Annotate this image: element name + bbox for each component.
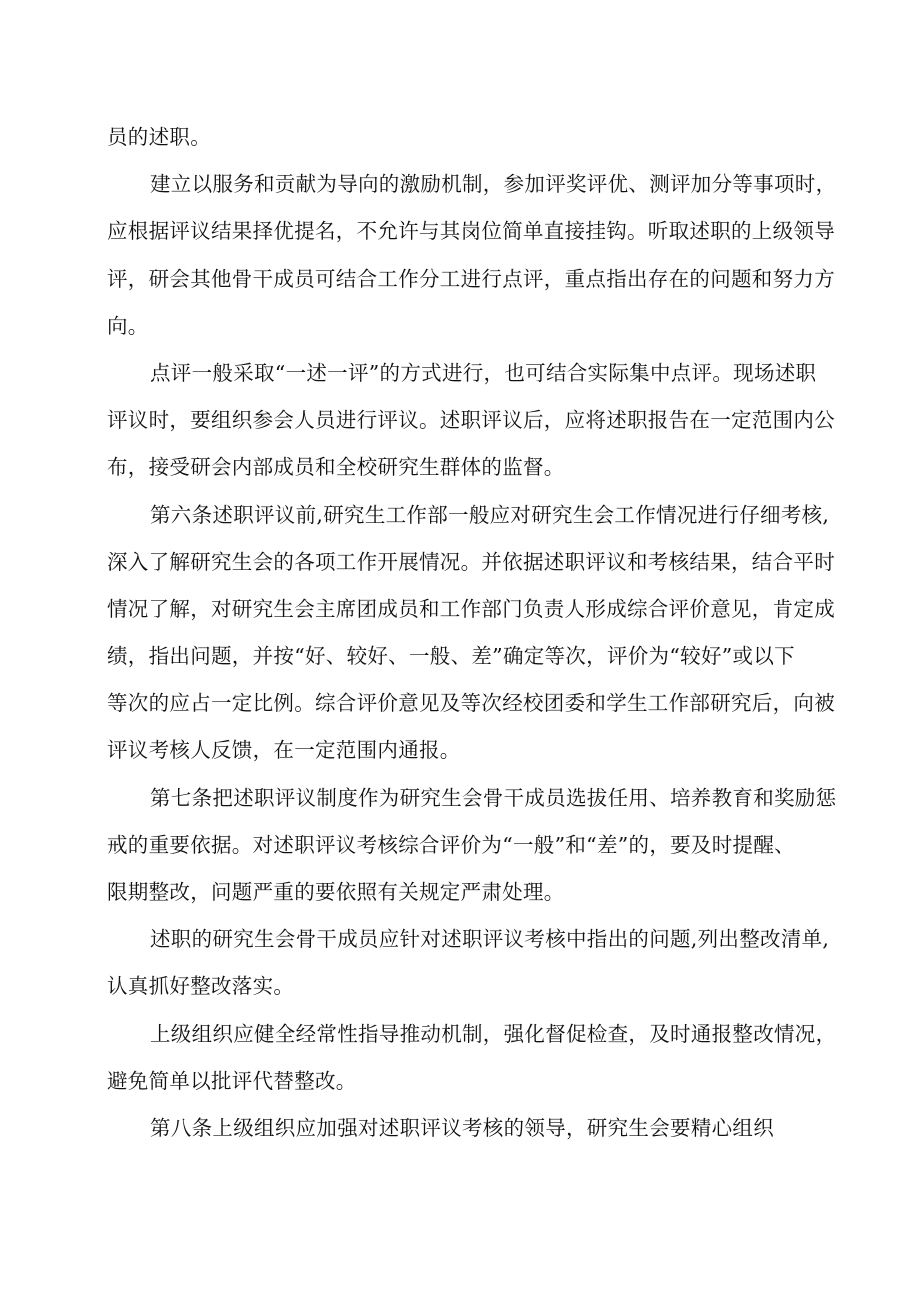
text-line: 情况了解，对研究生会主席团成员和工作部门负责人形成综合评价意见，肯定成 xyxy=(107,596,835,621)
paragraph-continuation xyxy=(107,122,817,169)
paragraph-incentive-mechanism xyxy=(107,169,837,358)
text-line: 避免简单以批评代替整改。 xyxy=(107,1068,357,1093)
paragraph-rectification-list xyxy=(107,924,830,1018)
text-line: 述职的研究生会骨干成员应针对述职评议考核中指出的问题,列出整改清单, xyxy=(150,927,830,952)
text-line: 认真抓好整改落实。 xyxy=(107,974,295,999)
paragraph-article-7 xyxy=(107,783,837,925)
text-line: 第六条述职评议前,研究生工作部一般应对研究生会工作情况进行仔细考核, xyxy=(150,502,830,527)
text-line: 第八条上级组织应加强对述职评议考核的领导，研究生会要精心组织 xyxy=(150,1115,774,1140)
text-line: 上级组织应健全经常性指导推动机制，强化督促检查，及时通报整改情况， xyxy=(150,1021,837,1046)
text-line: 戒的重要依据。对述职评议考核综合评价为“一般”和“差”的，要及时提醒、 xyxy=(107,832,795,857)
paragraph-review-method xyxy=(107,358,835,500)
paragraph-article-8 xyxy=(107,1113,817,1160)
paragraph-article-6 xyxy=(107,500,835,783)
text-line: 等次的应占一定比例。综合评价意见及等次经校团委和学生工作部研究后，向被 xyxy=(107,691,835,716)
text-line: 员的述职。 xyxy=(107,125,211,149)
document-body xyxy=(107,122,837,1160)
text-line: 评议时，要组织参会人员进行评议。述职评议后，应将述职报告在一定范围内公 xyxy=(107,408,835,433)
text-line: 深入了解研究生会的各项工作开展情况。并依据述职评议和考核结果，结合平时 xyxy=(107,549,835,574)
text-line: 绩，指出问题，并按“好、较好、一般、差”确定等次，评价为“较好”或以下 xyxy=(107,644,795,669)
text-line: 第七条把述职评议制度作为研究生会骨干成员选拔任用、培养教育和奖励惩 xyxy=(150,785,837,810)
text-line: 评，研会其他骨干成员可结合工作分工进行点评，重点指出存在的问题和努力方 xyxy=(107,266,835,291)
text-line: 应根据评议结果择优提名，不允许与其岗位简单直接挂钩。听取述职的上级领导 xyxy=(107,219,835,244)
text-line: 评议考核人反馈，在一定范围内通报。 xyxy=(107,738,461,763)
text-line: 点评一般采取“一述一评”的方式进行，也可结合实际集中点评。现场述职 xyxy=(150,360,817,385)
text-line: 布，接受研会内部成员和全校研究生群体的监督。 xyxy=(107,455,565,480)
text-line: 建立以服务和贡献为导向的激励机制，参加评奖评优、测评加分等事项时， xyxy=(150,172,837,197)
paragraph-supervision xyxy=(107,1019,837,1113)
text-line: 限期整改，问题严重的要依照有关规定严肃处理。 xyxy=(107,880,565,904)
text-line: 向。 xyxy=(107,313,149,338)
